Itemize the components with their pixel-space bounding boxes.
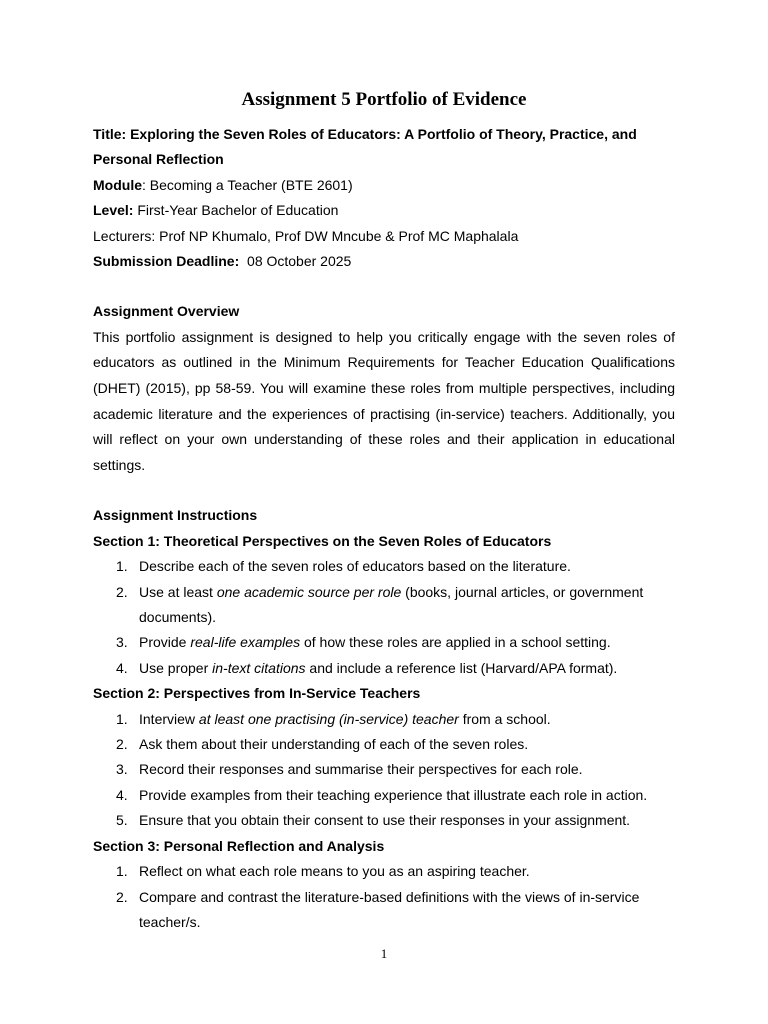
item-emphasis: one academic source per role — [216, 583, 402, 600]
list-item — [93, 808, 675, 833]
list-item — [93, 732, 675, 757]
level-line — [93, 198, 675, 223]
list-item — [93, 757, 675, 782]
item-emphasis: in-text citations — [212, 659, 306, 676]
list-item — [93, 630, 675, 655]
overview-heading: Assignment Overview — [93, 303, 240, 320]
section3-heading: Section 3: Personal Reflection and Analysis — [93, 837, 385, 854]
title-value: Exploring the Seven Roles of Educators: A Portfolio of Theory, Practice, and Personal Reflection — [93, 126, 637, 168]
item-text: Interview — [139, 710, 199, 727]
item-number: 3. — [116, 634, 128, 651]
level-label: Level: — [93, 202, 134, 219]
item-emphasis: real-life examples — [190, 634, 301, 651]
page-content — [93, 86, 675, 935]
item-number: 4. — [116, 659, 128, 676]
item-number: 2. — [116, 583, 128, 600]
title-label: Title: — [93, 126, 131, 142]
spacer — [93, 274, 675, 299]
list-item — [93, 554, 675, 579]
lecturers-line: Lecturers: Prof NP Khumalo, Prof DW Mncube & Prof MC Maphalala — [93, 227, 519, 244]
item-text: Describe each of the seven roles of educators based on the literature. — [139, 558, 571, 575]
section2-list — [93, 707, 675, 834]
item-text: Provide examples from their teaching experience that illustrate each role in action. — [139, 786, 648, 803]
instructions-heading: Assignment Instructions — [93, 507, 258, 524]
page-number: 1 — [380, 946, 388, 961]
list-item — [93, 859, 675, 884]
section2-heading: Section 2: Perspectives from In-Service Teachers — [93, 685, 421, 702]
section1-list — [93, 554, 675, 681]
section1-heading: Section 1: Theoretical Perspectives on the Seven Roles of Educators — [93, 532, 552, 549]
item-text: Ensure that you obtain their consent to use their responses in your assignment. — [139, 812, 631, 829]
list-item — [93, 783, 675, 808]
item-text: Ask them about their understanding of each of the seven roles. — [139, 736, 529, 753]
list-item — [93, 707, 675, 732]
item-text: Use proper — [139, 659, 213, 676]
deadline-label: Submission Deadline: — [93, 253, 240, 270]
item-number: 1. — [116, 710, 128, 727]
item-text: of how these roles are applied in a school setting. — [300, 634, 611, 651]
spacer — [93, 478, 675, 503]
document-title: Assignment 5 Portfolio of Evidence — [241, 89, 527, 110]
item-text: Reflect on what each role means to you as an aspiring teacher. — [139, 863, 530, 880]
item-number: 3. — [116, 761, 128, 778]
module-line — [93, 173, 675, 198]
item-text: from a school. — [458, 710, 551, 727]
item-text: Compare and contrast the literature-based definitions with the views of in-service teacher/s. — [139, 888, 640, 930]
item-text: and include a reference list (Harvard/APA format). — [305, 659, 618, 676]
section3-list — [93, 859, 675, 935]
module-value: : Becoming a Teacher (BTE 2601) — [142, 176, 353, 193]
item-text: Use at least — [139, 583, 217, 600]
item-text: Record their responses and summarise their perspectives for each role. — [139, 761, 583, 778]
list-item — [93, 580, 675, 631]
level-value: First-Year Bachelor of Education — [133, 202, 339, 219]
item-number: 2. — [116, 888, 128, 905]
item-text: Provide — [139, 634, 191, 651]
list-item — [93, 885, 675, 936]
item-emphasis: at least one practising (in-service) teacher — [198, 710, 459, 727]
deadline-line — [93, 249, 675, 274]
item-number: 1. — [116, 558, 128, 575]
item-number: 2. — [116, 736, 128, 753]
title-line — [93, 122, 675, 173]
item-number: 4. — [116, 786, 128, 803]
item-number: 1. — [116, 863, 128, 880]
list-item — [93, 656, 675, 681]
overview-body: This portfolio assignment is designed to help you critically engage with the seven roles of educators as outlined in the Minimum Requirements for Teacher Education Qualifications (DHET) (2015), pp 58-59. You will examine these roles from multiple perspectives, including academic literature and the experiences of practising (in-service) teachers. Additionally, you will reflect on your own understanding of these roles and their application in educational settings. — [93, 328, 675, 473]
module-label: Module — [93, 176, 142, 193]
item-number: 5. — [116, 812, 128, 829]
item-text: (books, journal articles, or government documents). — [139, 583, 644, 626]
deadline-value: 08 October 2025 — [239, 253, 352, 270]
